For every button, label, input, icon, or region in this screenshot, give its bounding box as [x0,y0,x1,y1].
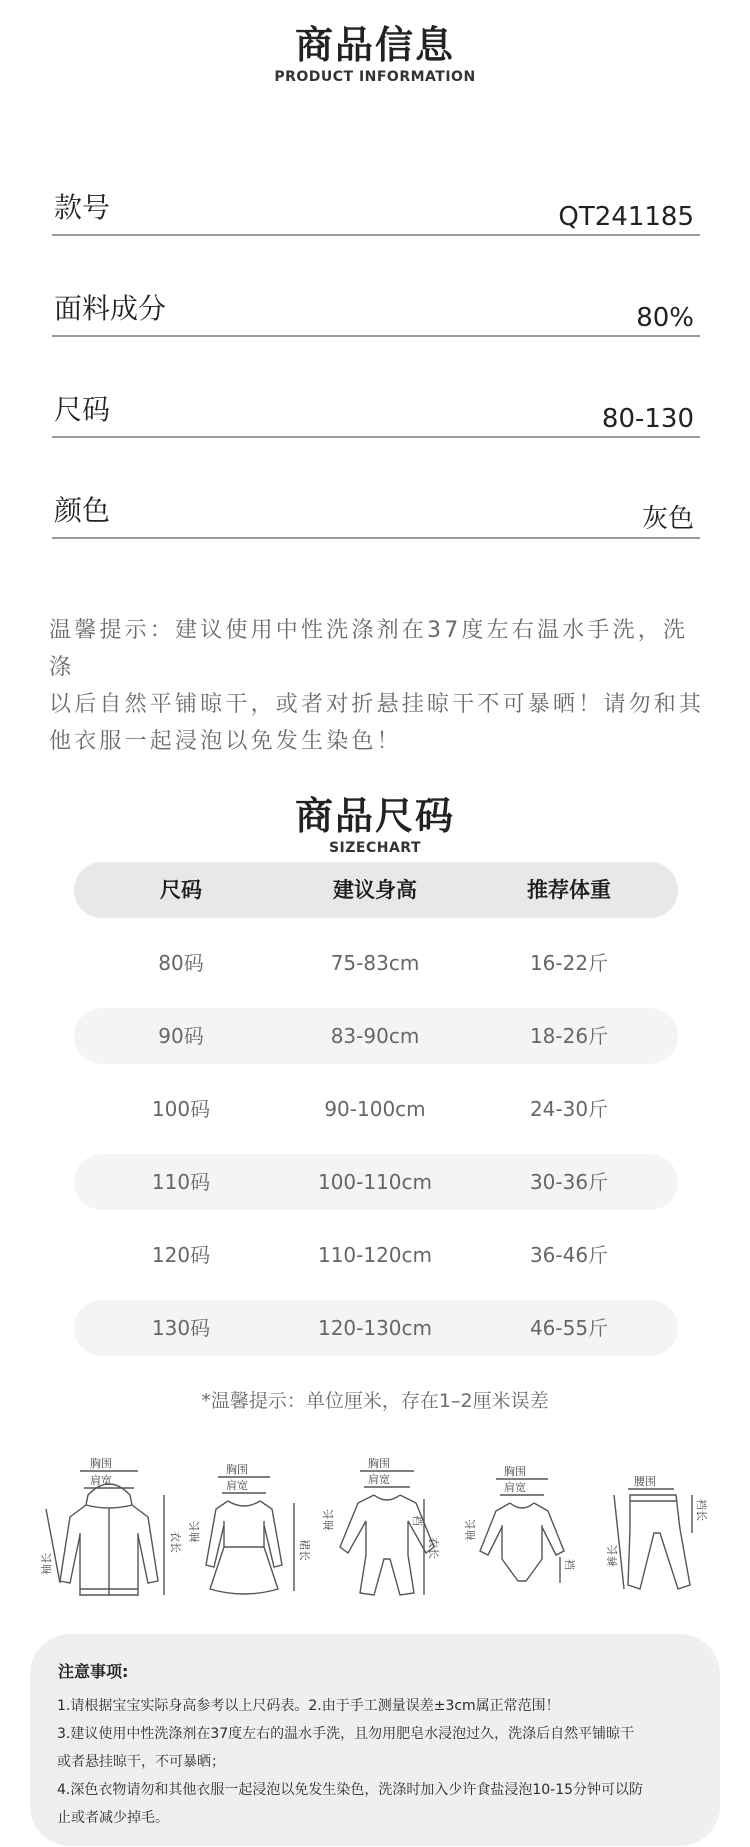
care-tip [49,612,709,760]
attention-title: 注意事项: [58,1662,129,1681]
table-row [74,1300,678,1356]
jacket-figure [40,1455,180,1610]
jacket-chest-label: 胸围 [90,1457,112,1470]
product-info-heading [0,22,750,86]
bodysuit-shoulder-label: 肩宽 [504,1481,526,1494]
table-cell: 110码 [151,1170,211,1194]
table-row [74,1008,678,1064]
dress-chest-label: 胸围 [226,1463,248,1476]
care-tip-line: 以后自然平铺晾干，或者对折悬挂晾干不可暴晒！请勿和其 [49,692,705,717]
bodysuit-sleeve-label: 袖长 [464,1519,477,1541]
table-cell: 100码 [151,1097,211,1121]
romper-shoulder-label: 肩宽 [368,1473,390,1486]
product-info-title: 商品信息 [294,23,455,67]
table-row [74,1154,678,1210]
table-cell: 24-30斤 [529,1097,609,1121]
dress-sleeve-label: 袖长 [188,1521,201,1543]
jacket-length-label: 衣长 [169,1531,182,1553]
table-cell: 100-110cm [317,1170,433,1194]
pants-crotch-label: 裆长 [695,1499,708,1521]
table-header-row [74,862,678,918]
info-row-size [52,378,700,438]
table-row [74,935,678,991]
attention-line: 4.深色衣物请勿和其他衣服一起浸泡以免发生染色，洗涤时加入少许食盐浸泡10-15分钟可以防 [57,1782,644,1798]
jacket-sleeve-label: 袖长 [40,1553,53,1575]
column-header: 建议身高 [333,878,417,902]
table-cell: 75-83cm [330,951,420,975]
product-info-subtitle: PRODUCT INFORMATION [274,69,476,85]
info-value: 80% [636,303,694,333]
care-tip-line: 温馨提示：建议使用中性洗涤剂在37度左右温水手洗，洗涤 [49,618,689,680]
size-chart-subtitle: SIZECHART [328,840,422,856]
info-row-color [52,479,700,539]
info-label: 颜色 [54,494,111,527]
info-row-fabric [52,277,700,337]
table-cell: 16-22斤 [529,951,609,975]
care-tip-line: 他衣服一起浸泡以免发生染色！ [49,729,402,754]
romper-length-label: 衣长 [427,1537,440,1559]
info-value: QT241185 [558,202,694,232]
table-cell: 46-55斤 [529,1316,609,1340]
measurement-note: *温馨提示：单位厘米，存在1–2厘米误差 [201,1390,549,1412]
romper-figure [318,1455,458,1610]
pants-length-label: 裤长 [606,1545,619,1567]
table-cell: 80码 [158,951,204,975]
jacket-shoulder-label: 肩宽 [90,1474,112,1487]
romper-chest-label: 胸围 [368,1457,390,1470]
size-chart-title: 商品尺码 [294,794,455,838]
attention-line: 或者悬挂晾干，不可暴晒； [57,1754,225,1770]
pants-waist-label: 腰围 [634,1475,656,1488]
info-value: 80-130 [601,404,694,434]
attention-line: 3.建议使用中性洗涤剂在37度左右的温水手洗，且勿用肥皂水浸泡过久，洗涤后自然平铺晾干 [57,1726,635,1742]
table-cell: 130码 [151,1316,211,1340]
size-chart-heading [0,793,750,857]
table-cell: 120码 [151,1243,211,1267]
table-cell: 90码 [158,1024,204,1048]
attention-line: 止或者减少掉毛。 [57,1810,169,1826]
romper-sleeve-label: 袖长 [322,1509,335,1531]
table-cell: 30-36斤 [529,1170,609,1194]
dress-figure [180,1455,315,1610]
table-row [74,1227,678,1283]
table-cell: 36-46斤 [529,1243,609,1267]
info-value: 灰色 [641,504,694,534]
attention-line: 1.请根据宝宝实际身高参考以上尺码表。2.由于手工测量误差±3cm属正常范围！ [57,1698,560,1714]
table-cell: 90-100cm [324,1097,426,1121]
table-cell: 18-26斤 [529,1024,609,1048]
table-cell: 120-130cm [317,1316,433,1340]
table-cell: 110-120cm [317,1243,433,1267]
pants-figure [600,1455,710,1610]
dress-shoulder-label: 肩宽 [226,1479,248,1492]
info-label: 尺码 [54,393,111,426]
info-row-style-number [52,176,700,236]
measurement-figures [40,1455,720,1610]
info-label: 面料成分 [54,292,167,325]
size-table [74,862,678,1373]
column-header: 尺码 [160,878,202,902]
table-row [74,1081,678,1137]
column-header: 推荐体重 [527,878,611,902]
bodysuit-figure [460,1455,590,1610]
table-cell: 83-90cm [330,1024,420,1048]
bodysuit-chest-label: 胸围 [504,1465,526,1478]
dress-length-label: 裙长 [298,1539,311,1561]
info-label: 款号 [54,191,111,224]
romper-crotch-label: 裆 [411,1515,424,1526]
bodysuit-crotch-label: 裆 [563,1559,576,1570]
attention-box [30,1634,720,1846]
